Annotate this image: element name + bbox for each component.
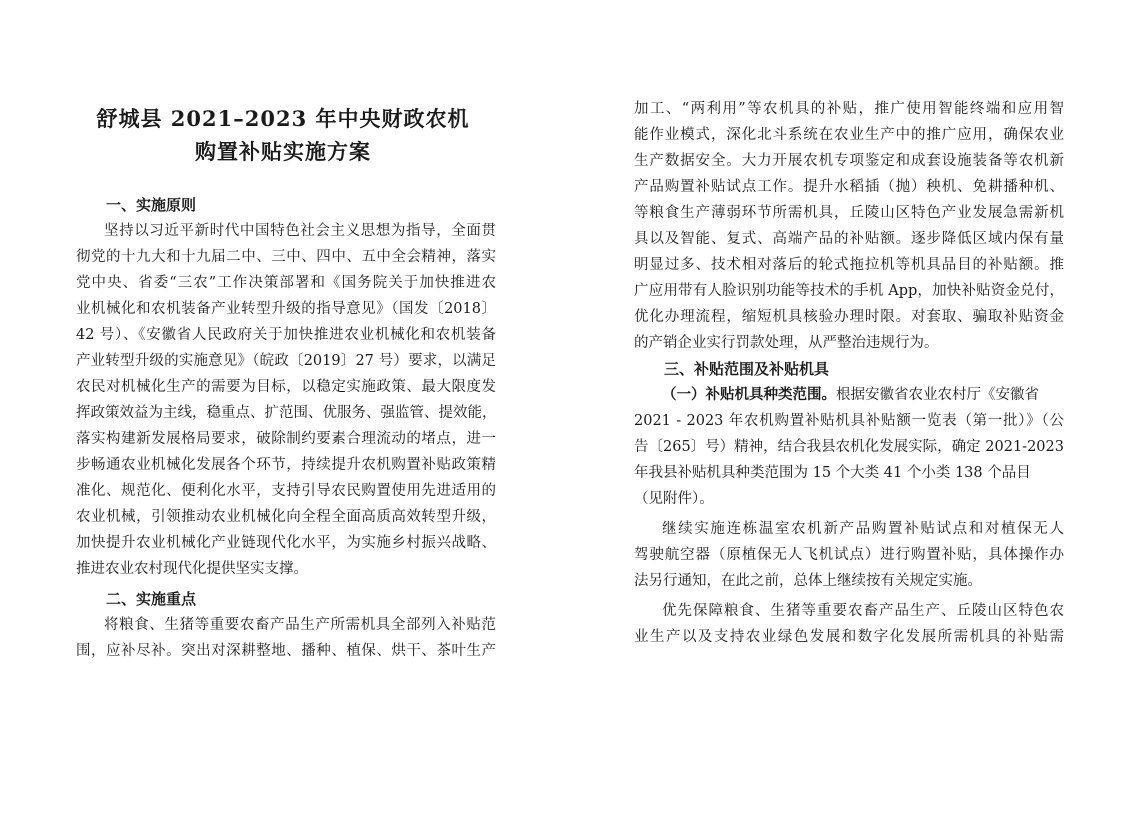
left-page-body [76, 192, 496, 664]
right-page-body [634, 96, 1064, 650]
document-title-line2: 购置补贴实施方案 [195, 139, 371, 164]
subsection-first-line [634, 382, 1064, 408]
paragraph-line: 业生产以及支持农业绿色发展和数字化发展所需机具的补贴需 [634, 629, 1064, 645]
section-heading-2: 二、实施重点 [106, 590, 197, 608]
paragraph-line: 年我县补贴机具种类范围为 15 个大类 41 个小类 138 个品目 [634, 465, 1031, 481]
paragraph-line: 驾驶航空器（原植保无人飞机试点）进行购置补贴，具体操作办 [634, 547, 1064, 563]
left-page [0, 0, 562, 833]
right-page [562, 0, 1125, 833]
paragraph-line: 42 号）、《安徽省人民政府关于加快推进农业机械化和农机装备 [76, 327, 496, 343]
paragraph-line: 坚持以习近平新时代中国特色社会主义思想为指导，全面贯 [104, 223, 496, 239]
paragraph-line: 产业转型升级的实施意见》（皖政〔2019〕27 号）要求，以满足 [76, 353, 496, 369]
paragraph-line: 围，应补尽补。突出对深耕整地、播种、植保、烘干、茶叶生产 [76, 643, 496, 659]
paragraph-line: 挥政策效益为主线，稳重点、扩范围、优服务、强监管、提效能， [76, 405, 496, 421]
paragraph-line: （见附件）。 [634, 491, 714, 507]
paragraph-line: 步畅通农业机械化发展各个环节，持续提升农机购置补贴政策精 [76, 457, 496, 473]
section-heading-1: 一、实施原则 [106, 196, 197, 214]
paragraph-line: 法另行通知，在此之前，总体上继续按有关规定实施。 [634, 573, 982, 589]
paragraph-line: 农业机械，引领推动农业机械化向全程全面高质高效转型升级， [76, 509, 496, 525]
paragraph-line: 告〔265〕号）精神，结合我县农机化发展实际，确定 2021-2023 [634, 439, 1064, 455]
paragraph-line: 加工、“两利用”等农机具的补贴，推广使用智能终端和应用智 [634, 101, 1064, 117]
paragraph-line: 将粮食、生猪等重要农畜产品生产所需机具全部列入补贴范 [104, 617, 496, 633]
subsection-heading-1: （一）补贴机具种类范围。 [662, 386, 836, 403]
paragraph-line: 能作业模式，深化北斗系统在农业生产中的推广应用，确保农业 [634, 127, 1064, 143]
paragraph-line: 2021 - 2023 年农机购置补贴机具补贴额一览表（第一批）》（公 [634, 413, 1064, 429]
paragraph-line: 农民对机械化生产的需要为目标，以稳定实施政策、最大限度发 [76, 379, 496, 395]
subsection-text: 根据安徽省农业农村厅《安徽省 [836, 387, 1039, 403]
paragraph-line: 等粮食生产薄弱环节所需机具，丘陵山区特色产业发展急需新机 [634, 205, 1064, 221]
paragraph-line: 生产数据安全。大力开展农机专项鉴定和成套设施装备等农机新 [634, 153, 1064, 169]
paragraph-line: 彻党的十九大和十九届二中、三中、四中、五中全会精神，落实 [76, 249, 496, 265]
paragraph-line: 优化办理流程，缩短机具核验办理时限。对套取、骗取补贴资金 [634, 309, 1064, 325]
paragraph-line: 党中央、省委“三农”工作决策部署和《国务院关于加快推进农 [76, 275, 496, 291]
paragraph-line: 落实构建新发展格局要求，破除制约要素合理流动的堵点，进一 [76, 431, 496, 447]
paragraph-line: 继续实施连栋温室农机新产品购置补贴试点和对植保无人 [662, 521, 1064, 537]
paragraph-line: 优先保障粮食、生猪等重要农畜产品生产、丘陵山区特色农 [662, 603, 1064, 619]
paragraph-line: 明显过多、技术相对落后的轮式拖拉机等机具品目的补贴额。推 [634, 257, 1064, 273]
section-heading-3: 三、补贴范围及补贴机具 [664, 360, 830, 378]
paragraph-line: 广应用带有人脸识别功能等技术的手机 App，加快补贴资金兑付， [634, 283, 1064, 299]
paragraph-line: 加快提升农业机械化产业链现代化水平，为实施乡村振兴战略、 [76, 535, 496, 551]
document-title-line1: 舒城县 2021–2023 年中央财政农机 [96, 106, 470, 131]
paragraph-line: 产品购置补贴试点工作。提升水稻插（抛）秧机、免耕播种机、 [634, 179, 1064, 195]
paragraph-line: 推进农业农村现代化提供坚实支撑。 [76, 561, 308, 577]
paragraph-line: 具以及智能、复式、高端产品的补贴额。逐步降低区域内保有量 [634, 231, 1064, 247]
paragraph-line: 的产销企业实行罚款处理，从严整治违规行为。 [634, 335, 939, 351]
paragraph-line: 业机械化和农机装备产业转型升级的指导意见》（国发〔2018〕 [76, 301, 496, 317]
paragraph-line: 准化、规范化、便利化水平，支持引导农民购置使用先进适用的 [76, 483, 496, 499]
